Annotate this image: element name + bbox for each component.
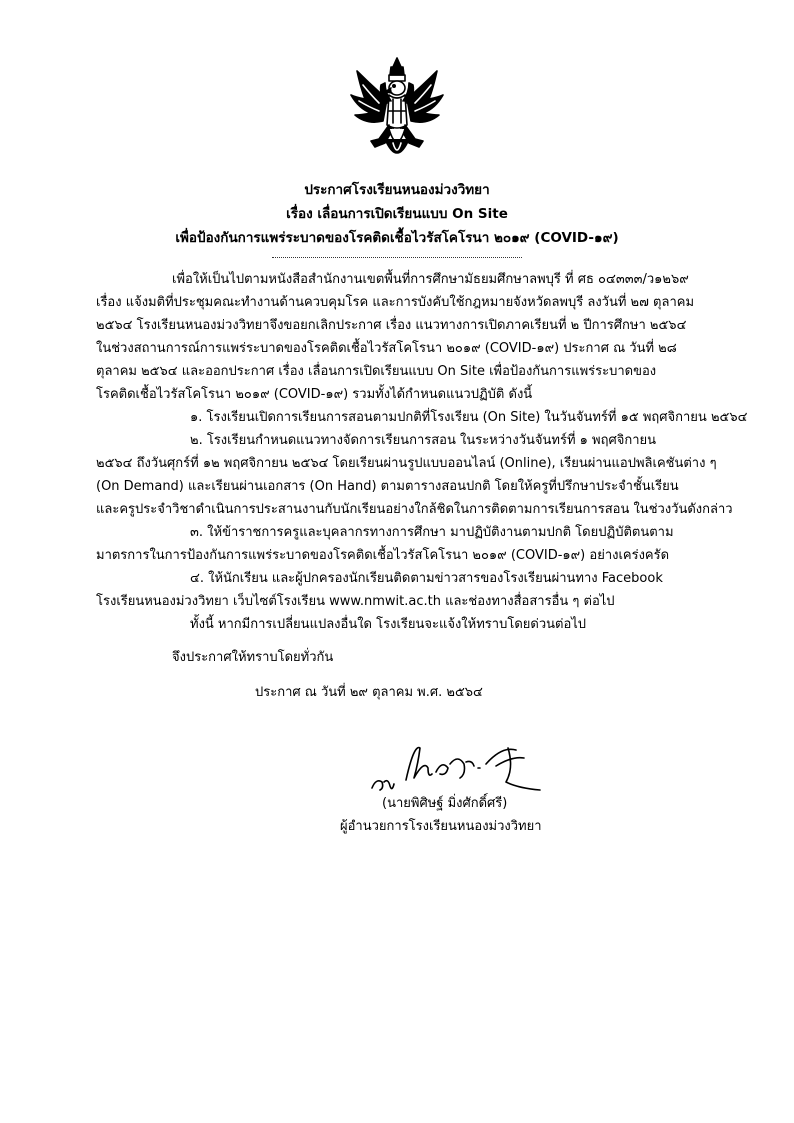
item-3-line: ๓. ให้ข้าราชการครูและบุคลากรทางการศึกษา มาปฏิบัติงานตามปกติ โดยปฏิบัติตนตาม xyxy=(190,525,674,540)
handwritten-signature-icon xyxy=(368,738,558,796)
announcement-title: ประกาศโรงเรียนหนองม่วงวิทยา xyxy=(304,182,490,198)
item-1-line: ๑. โรงเรียนเปิดการเรียนการสอนตามปกติที่โรงเรียน (On Site) ในวันจันทร์ที่ ๑๕ พฤศจิกายน ๒๕๖๔ xyxy=(190,410,748,425)
item-2-line: ๒. โรงเรียนกำหนดแนวทางจัดการเรียนการสอน ในระหว่างวันจันทร์ที่ ๑ พฤศจิกายน xyxy=(190,433,657,448)
item-3-line: มาตรการในการป้องกันการแพร่ระบาดของโรคติดเชื้อไวรัสโคโรนา ๒๐๑๙ (COVID-๑๙) อย่างเคร่งครัด xyxy=(96,548,670,563)
intro-line: ตุลาคม ๒๕๖๔ และออกประกาศ เรื่อง เลื่อนการเปิดเรียนแบบ On Site เพื่อป้องกันการแพร่ระบาดของ xyxy=(96,364,657,379)
signer-position: ผู้อำนวยการโรงเรียนหนองม่วงวิทยา xyxy=(340,819,542,834)
signer-name: (นายพิศิษฐ์ มิ่งศักดิ์ศรี) xyxy=(382,796,508,811)
intro-line: เรื่อง แจ้งมติที่ประชุมคณะทำงานด้านควบคุมโรค และการบังคับใช้กฎหมายจังหวัดลพบุรี ลงวันที่ ๒๗ ตุลาคม xyxy=(96,295,695,310)
announcement-subtitle: เพื่อป้องกันการแพร่ระบาดของโรคติดเชื้อไวรัสโคโรนา ๒๐๑๙ (COVID-๑๙) xyxy=(175,230,619,246)
item-4-line: โรงเรียนหนองม่วงวิทยา เว็บไซต์โรงเรียน www.nmwit.ac.th และช่องทางสื่อสารอื่น ๆ ต่อไป xyxy=(96,594,615,609)
intro-line: ในช่วงสถานการณ์การแพร่ระบาดของโรคติดเชื้อไวรัสโคโรนา ๒๐๑๙ (COVID-๑๙) ประกาศ ณ วันที่ ๒๘ xyxy=(96,341,677,356)
item-2-line: ๒๕๖๔ ถึงวันศุกร์ที่ ๑๒ พฤศจิกายน ๒๕๖๔ โดยเรียนผ่านรูปแบบออนไลน์ (Online), เรียนผ่านแอปพลิเคชันต่าง ๆ xyxy=(96,456,717,471)
item-4-line: ๔. ให้นักเรียน และผู้ปกครองนักเรียนติดตามข่าวสารของโรงเรียนผ่านทาง Facebook xyxy=(190,571,663,586)
item-2-line: และครูประจำวิชาดำเนินการประสานงานกับนักเรียนอย่างใกล้ชิดในการติดตามการเรียนการสอน ในช่วงวันดังกล่าว xyxy=(96,502,733,517)
intro-line: โรคติดเชื้อไวรัสโคโรนา ๒๐๑๙ (COVID-๑๙) รวมทั้งได้กำหนดแนวปฏิบัติ ดังนี้ xyxy=(96,387,533,402)
dotted-divider xyxy=(272,257,522,258)
announcement-subject: เรื่อง เลื่อนการเปิดเรียนแบบ On Site xyxy=(286,206,508,222)
closing-line: ทั้งนี้ หากมีการเปลี่ยนแปลงอื่นใด โรงเรียนจะแจ้งให้ทราบโดยด่วนต่อไป xyxy=(190,617,587,632)
intro-line: เพื่อให้เป็นไปตามหนังสือสำนักงานเขตพื้นที่การศึกษามัธยมศึกษาลพบุรี ที่ ศธ ๐๔๓๓๓/ว๑๒๖๙ xyxy=(172,272,689,287)
garuda-emblem-icon xyxy=(349,55,445,167)
date-line: ประกาศ ณ วันที่ ๒๙ ตุลาคม พ.ศ. ๒๕๖๔ xyxy=(255,685,483,700)
intro-line: ๒๕๖๔ โรงเรียนหนองม่วงวิทยาจึงขอยกเลิกประกาศ เรื่อง แนวทางการเปิดภาคเรียนที่ ๒ ปีการศึกษา ๒๕๖๔ xyxy=(96,318,687,333)
announce-line: จึงประกาศให้ทราบโดยทั่วกัน xyxy=(172,650,334,665)
item-2-line: (On Demand) และเรียนผ่านเอกสาร (On Hand) ตามตารางสอนปกติ โดยให้ครูที่ปรึกษาประจำชั้นเรียน xyxy=(96,479,679,494)
